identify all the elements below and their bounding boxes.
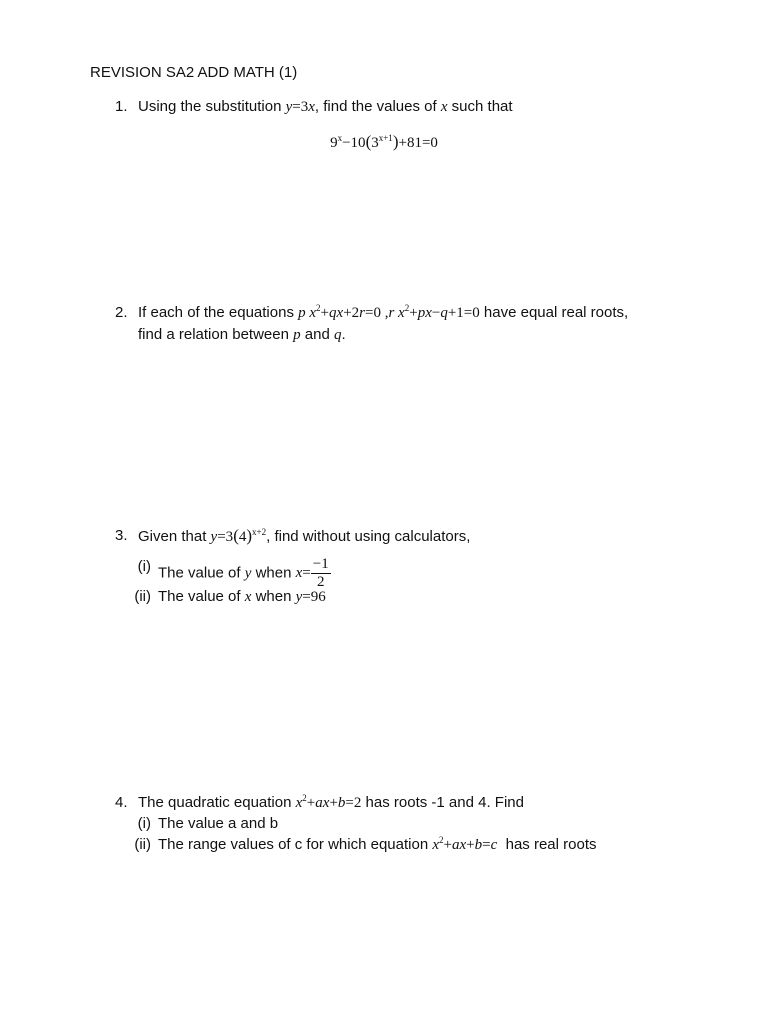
math-condition: y=96 — [295, 589, 326, 605]
question-number: 4. — [115, 794, 128, 811]
part-text: The value of — [158, 588, 241, 605]
question-4-part-i — [137, 813, 279, 834]
question-number: 3. — [115, 527, 128, 544]
math-condition: x= $\frac{-1}{2}$ — [295, 556, 329, 590]
part-text: The range values of c for which equation — [158, 836, 429, 853]
question-text: Given that — [138, 528, 207, 545]
part-text: has real roots — [505, 836, 597, 853]
question-text: have equal real roots, — [483, 304, 629, 321]
question-text: If each of the equations — [138, 304, 294, 321]
question-text: The quadratic equation — [138, 794, 292, 811]
question-text: , find without using calculators, — [266, 528, 471, 545]
math-variable: q — [333, 327, 342, 343]
question-1 — [115, 96, 735, 118]
math-variable: x — [244, 589, 252, 605]
part-label: (ii) — [134, 588, 151, 605]
question-text: and — [304, 326, 330, 343]
question-text: such that — [451, 98, 513, 115]
question-number: 1. — [115, 98, 128, 115]
math-variable: x — [440, 99, 448, 115]
question-text: has roots -1 and 4. Find — [365, 794, 524, 811]
question-text: , find the values of — [314, 98, 437, 115]
question-4 — [115, 792, 735, 814]
part-text: The value a and b — [158, 815, 279, 832]
math-substitution: y=3x — [285, 99, 315, 115]
question-text: . — [341, 326, 346, 343]
math-equation-1: $9^x-10(3^{x+1})+81=0$ — [330, 132, 438, 151]
question-2 — [115, 302, 735, 346]
part-text: The value of — [158, 564, 241, 582]
part-label: (i) — [137, 815, 151, 832]
math-variable: y — [244, 565, 252, 582]
part-label: (ii) — [134, 836, 151, 853]
question-text: Using the substitution — [138, 98, 282, 115]
math-equations: p $x^2+qx+2r=0$ ,r $x^2+px-q+1=0$ — [298, 303, 480, 321]
question-3 — [115, 525, 735, 548]
part-label: (i) — [137, 558, 151, 575]
question-number: 2. — [115, 304, 128, 321]
math-variable: p — [293, 327, 301, 343]
part-text: when — [255, 588, 292, 605]
math-equation: $x^2+ax+b=c$ — [432, 835, 498, 853]
question-4-part-ii — [134, 834, 597, 856]
question-text: find a relation between — [138, 326, 289, 343]
math-expression: $y=3(4)^{x+2}$ — [210, 526, 267, 545]
part-text: when — [255, 564, 292, 582]
document-title: REVISION SA2 ADD MATH (1) — [90, 64, 298, 81]
question-3-part-ii — [134, 586, 326, 608]
math-equation: $x^2+ax+b=2$ — [295, 793, 362, 811]
